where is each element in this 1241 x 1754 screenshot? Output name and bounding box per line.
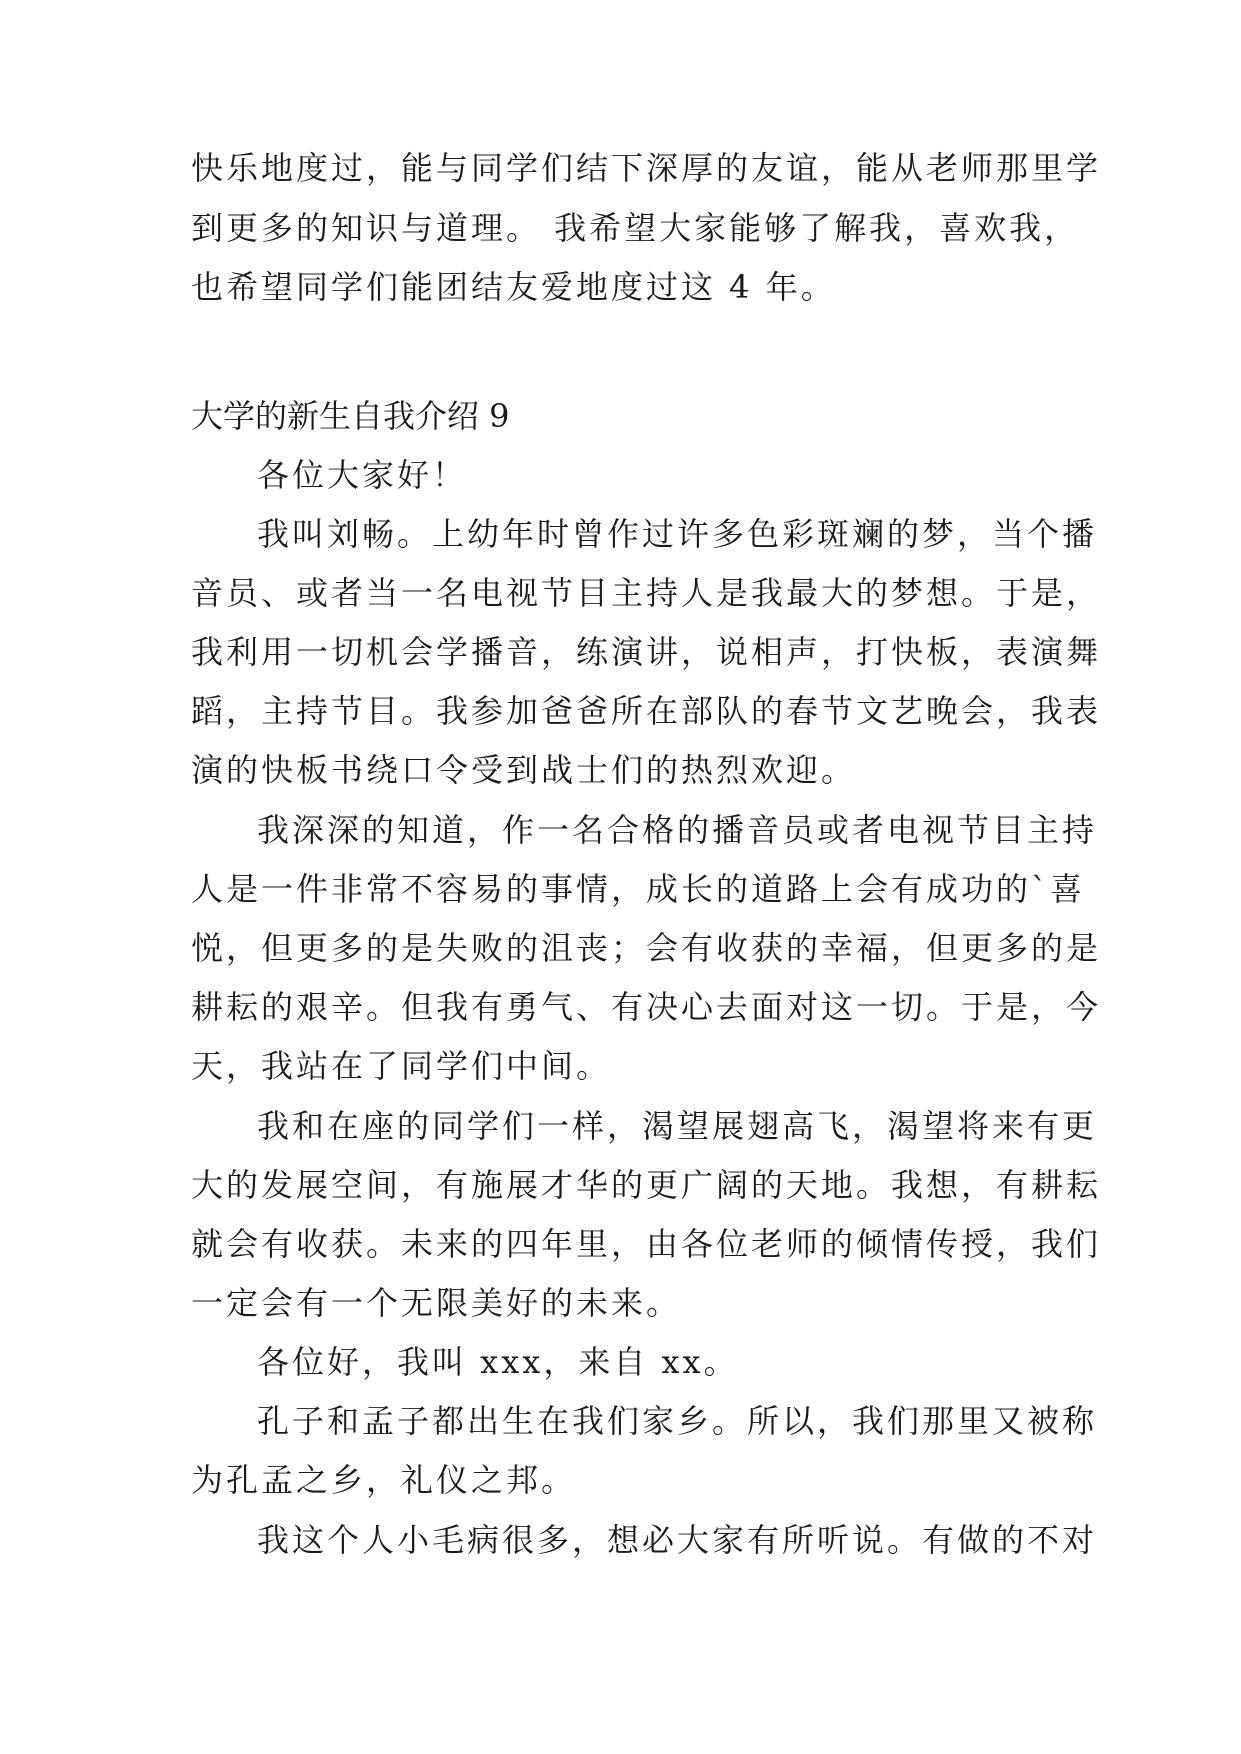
text-line: 孔子和孟子都出生在我们家乡。所以，我们那里又被称 [257,1402,1098,1440]
text-line: 我和在座的同学们一样，渴望展翅高飞，渴望将来有更 [257,1107,1098,1145]
text-line: 悦，但更多的是失败的沮丧；会有收获的幸福，但更多的是 [191,929,1102,967]
text-line: 耕耘的艰辛。但我有勇气、有决心去面对这一切。于是，今 [191,988,1102,1026]
greeting-line: 各位大家好！ [257,456,468,494]
section-heading: 大学的新生自我介绍 9 [191,397,510,435]
text-line: 演的快板书绕口令受到战士们的热烈欢迎。 [191,751,857,789]
text-line: 就会有收获。未来的四年里，由各位老师的倾情传授，我们 [191,1225,1102,1263]
text-line: 我这个人小毛病很多，想必大家有所听说。有做的不对 [257,1521,1098,1559]
text-line: 大的发展空间，有施展才华的更广阔的天地。我想，有耕耘 [191,1166,1102,1204]
text-line: 天，我站在了同学们中间。 [191,1047,612,1085]
text-line: 为孔孟之乡，礼仪之邦。 [191,1461,577,1499]
text-line: 人是一件非常不容易的事情，成长的道路上会有成功的`喜 [191,870,1086,908]
text-line: 快乐地度过，能与同学们结下深厚的友谊，能从老师那里学 [191,149,1102,187]
text-line: 各位好，我叫 xxx，来自 xx。 [257,1343,739,1381]
text-line: 一定会有一个无限美好的未来。 [191,1284,682,1322]
text-line: 也希望同学们能团结友爱地度过这 4 年。 [191,268,836,306]
text-line: 音员、或者当一名电视节目主持人是我最大的梦想。于是， [191,574,1102,612]
text-line: 蹈，主持节目。我参加爸爸所在部队的春节文艺晚会，我表 [191,692,1102,730]
text-line: 到更多的知识与道理。 我希望大家能够了解我，喜欢我， [191,209,1080,247]
text-line: 我叫刘畅。上幼年时曾作过许多色彩斑斓的梦，当个播 [257,515,1098,553]
text-line: 我利用一切机会学播音，练演讲，说相声，打快板，表演舞 [191,633,1102,671]
text-line: 我深深的知道，作一名合格的播音员或者电视节目主持 [257,811,1098,849]
